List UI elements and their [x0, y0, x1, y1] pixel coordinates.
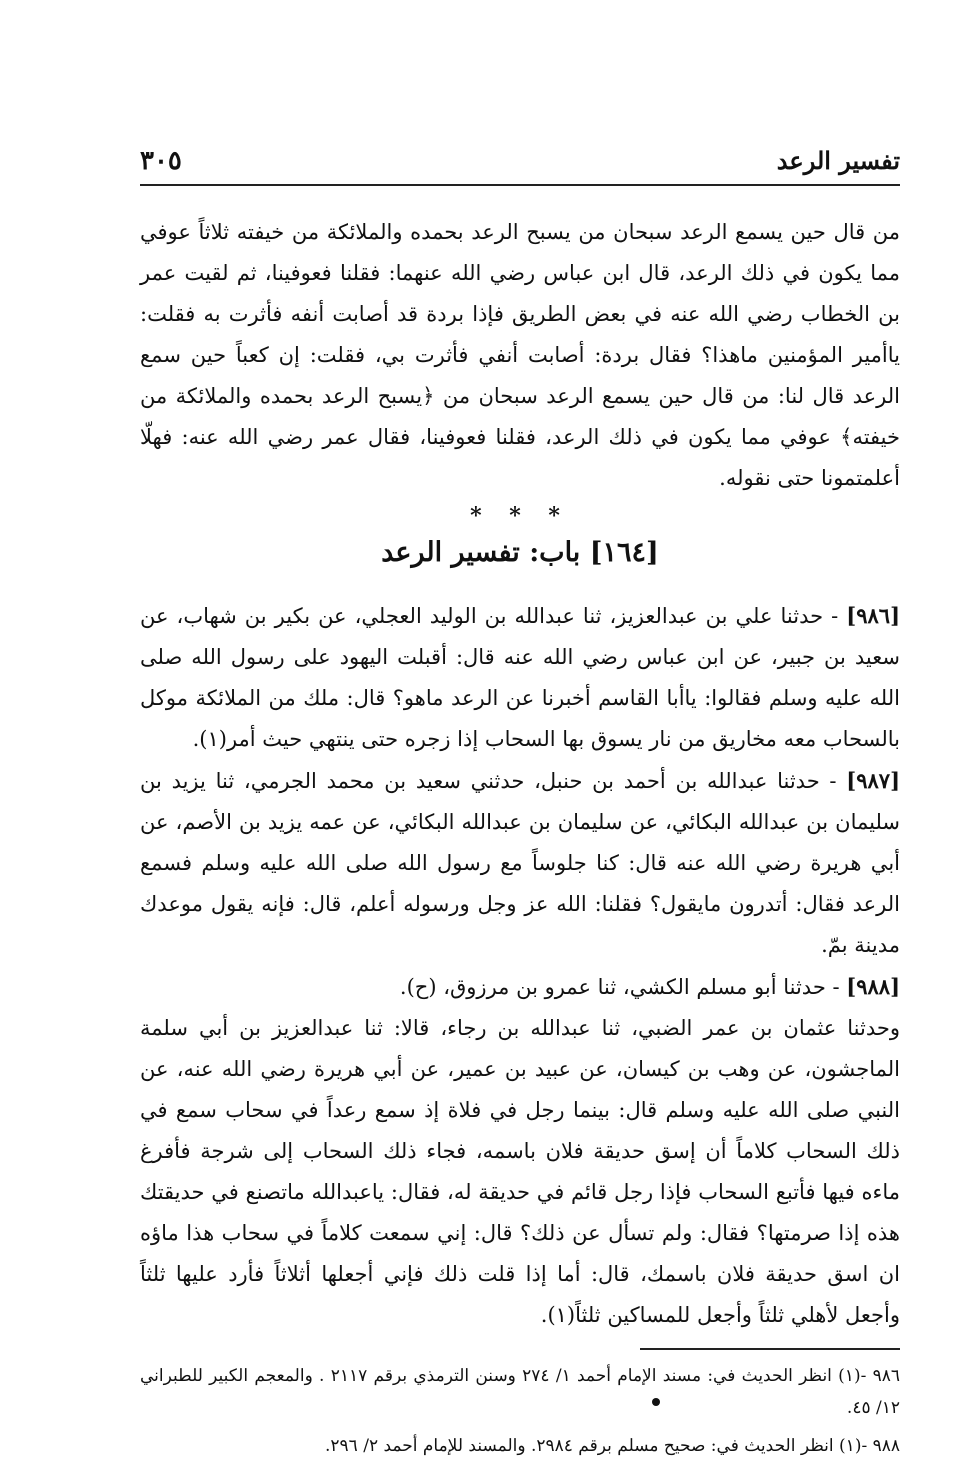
- page-number: ٣٠٥: [140, 146, 182, 176]
- continuation-paragraph: وحدثنا عثمان بن عمر الضبي، ثنا عبدالله بن رجاء، قالا: ثنا عبدالعزيز بن أبي سلمة الماجشون، عن وهب بن كيسان، عن عبيد بن عمير، عن أبي هريرة رضي الله عنه، عن النبي صلى الله عليه وسلم قال: بينما رجل في فلاة إذ سمع رعداً في سحاب سمع في ذلك السحاب كلاماً أن إسق حديقة فلان باسمه، فجاء ذلك السحاب إلى شرجة فأفرغ ماءه فيها فأتبع السحاب فإذا رجل قائم في حديقة له، فقال: ياعبدالله ماتصنع في حديقتك هذه إذا صرمتها؟ فقال: ولم تسأل عن ذلك؟ قال: إني سمعت كلاماً في سحاب هذا ماؤه ان اسق حديقة فلان باسمك، قال: أما إذا قلت ذلك فإني أجعلها أثلاثاً فأرد عليها ثلثاً وأجعل لأهلي ثلثاً وأجعل للمساكين ثلثاً(١).: [140, 1016, 900, 1327]
- footnote-986: ٩٨٦ -(١) انظر الحديث في: مسند الإمام أحمد ١/ ٢٧٤ وسنن الترمذي برقم ٢١١٧ . والمعجم الكبير للطبراني ١٢/ ٤٥.: [140, 1366, 900, 1418]
- hadith-number: [٩٨٨]: [846, 974, 900, 999]
- hadith-988: [140, 966, 900, 1008]
- footnote-988: ٩٨٨ -(١) انظر الحديث في: صحيح مسلم برقم ٢٩٨٤. والمسند للإمام أحمد ٢/ ٢٩٦.: [324, 1436, 900, 1456]
- section-separator: * * *: [470, 503, 570, 529]
- main-text: [140, 212, 900, 1336]
- hadith-number: [٩٨٧]: [846, 768, 900, 793]
- hadith-987: [140, 760, 900, 966]
- hadith-text: - حدثنا عبدالله بن أحمد بن حنبل، حدثني سعيد بن محمد الجرمي، ثنا يزيد بن سليمان بن عبدالله البكائي، عن سليمان بن عبدالله البكائي، عن عمه يزيد بن الأصم، عن أبي هريرة رضي الله عنه قال: كنا جلوساً مع رسول الله صلى الله عليه وسلم فسمع الرعد فقال: أتدرون مايقول؟ فقلنا: الله عز وجل ورسوله أعلم، قال: فإنه يقول موعدك مدينة بمّ.: [140, 769, 900, 957]
- book-page: [140, 140, 900, 1468]
- hadith-number: [٩٨٦]: [846, 603, 900, 628]
- hadith-text: - حدثنا علي بن عبدالعزيز، ثنا عبدالله بن الوليد العجلي، عن بكير بن شهاب، عن سعيد بن جبير، عن ابن عباس رضي الله عنه قال: أقبلت اليهود على رسول الله صلى الله عليه وسلم فقالوا: ياأبا القاسم أخبرنا عن الرعد ماهو؟ قال: ملك من الملائكة موكل بالسحاب معه مخاريق من نار يسوق بها السحاب إذا زجره حتى ينتهي حيث أمر(١).: [140, 604, 900, 751]
- footnotes: [140, 1360, 900, 1462]
- chapter-title: [١٦٤] باب: تفسير الرعد: [381, 537, 659, 568]
- footnote-divider: [640, 1348, 900, 1350]
- page-mark-dot: [652, 1398, 660, 1406]
- hadith-text: - حدثنا أبو مسلم الكشي، ثنا عمرو بن مرزوق، (ح).: [399, 975, 840, 999]
- running-head: [140, 140, 900, 186]
- intro-paragraph: من قال حين يسمع الرعد سبحان من يسبح الرعد بحمده والملائكة من خيفته ثلاثاً عوفي مما يكون في ذلك الرعد، قال ابن عباس رضي الله عنهما: فقلنا فعوفينا، ثم لقيت عمر بن الخطاب رضي الله عنه في بعض الطريق فإذا بردة قد أصابت أنفه فأثرت به فقلت: ياأمير المؤمنين ماهذا؟ فقال بردة: أصابت أنفي فأثرت بي، فقلت: إن كعباً حين سمع الرعد قال لنا: من قال حين يسمع الرعد سبحان من ﴿يسبح الرعد بحمده والملائكة من خيفته﴾ عوفي مما يكون في ذلك الرعد، فقلنا فعوفينا، فقال عمر رضي الله عنه: فهلّا أعلمتمونا حتى نقوله.: [140, 220, 900, 490]
- hadith-986: [140, 595, 900, 760]
- running-head-title: تفسير الرعد: [776, 146, 900, 175]
